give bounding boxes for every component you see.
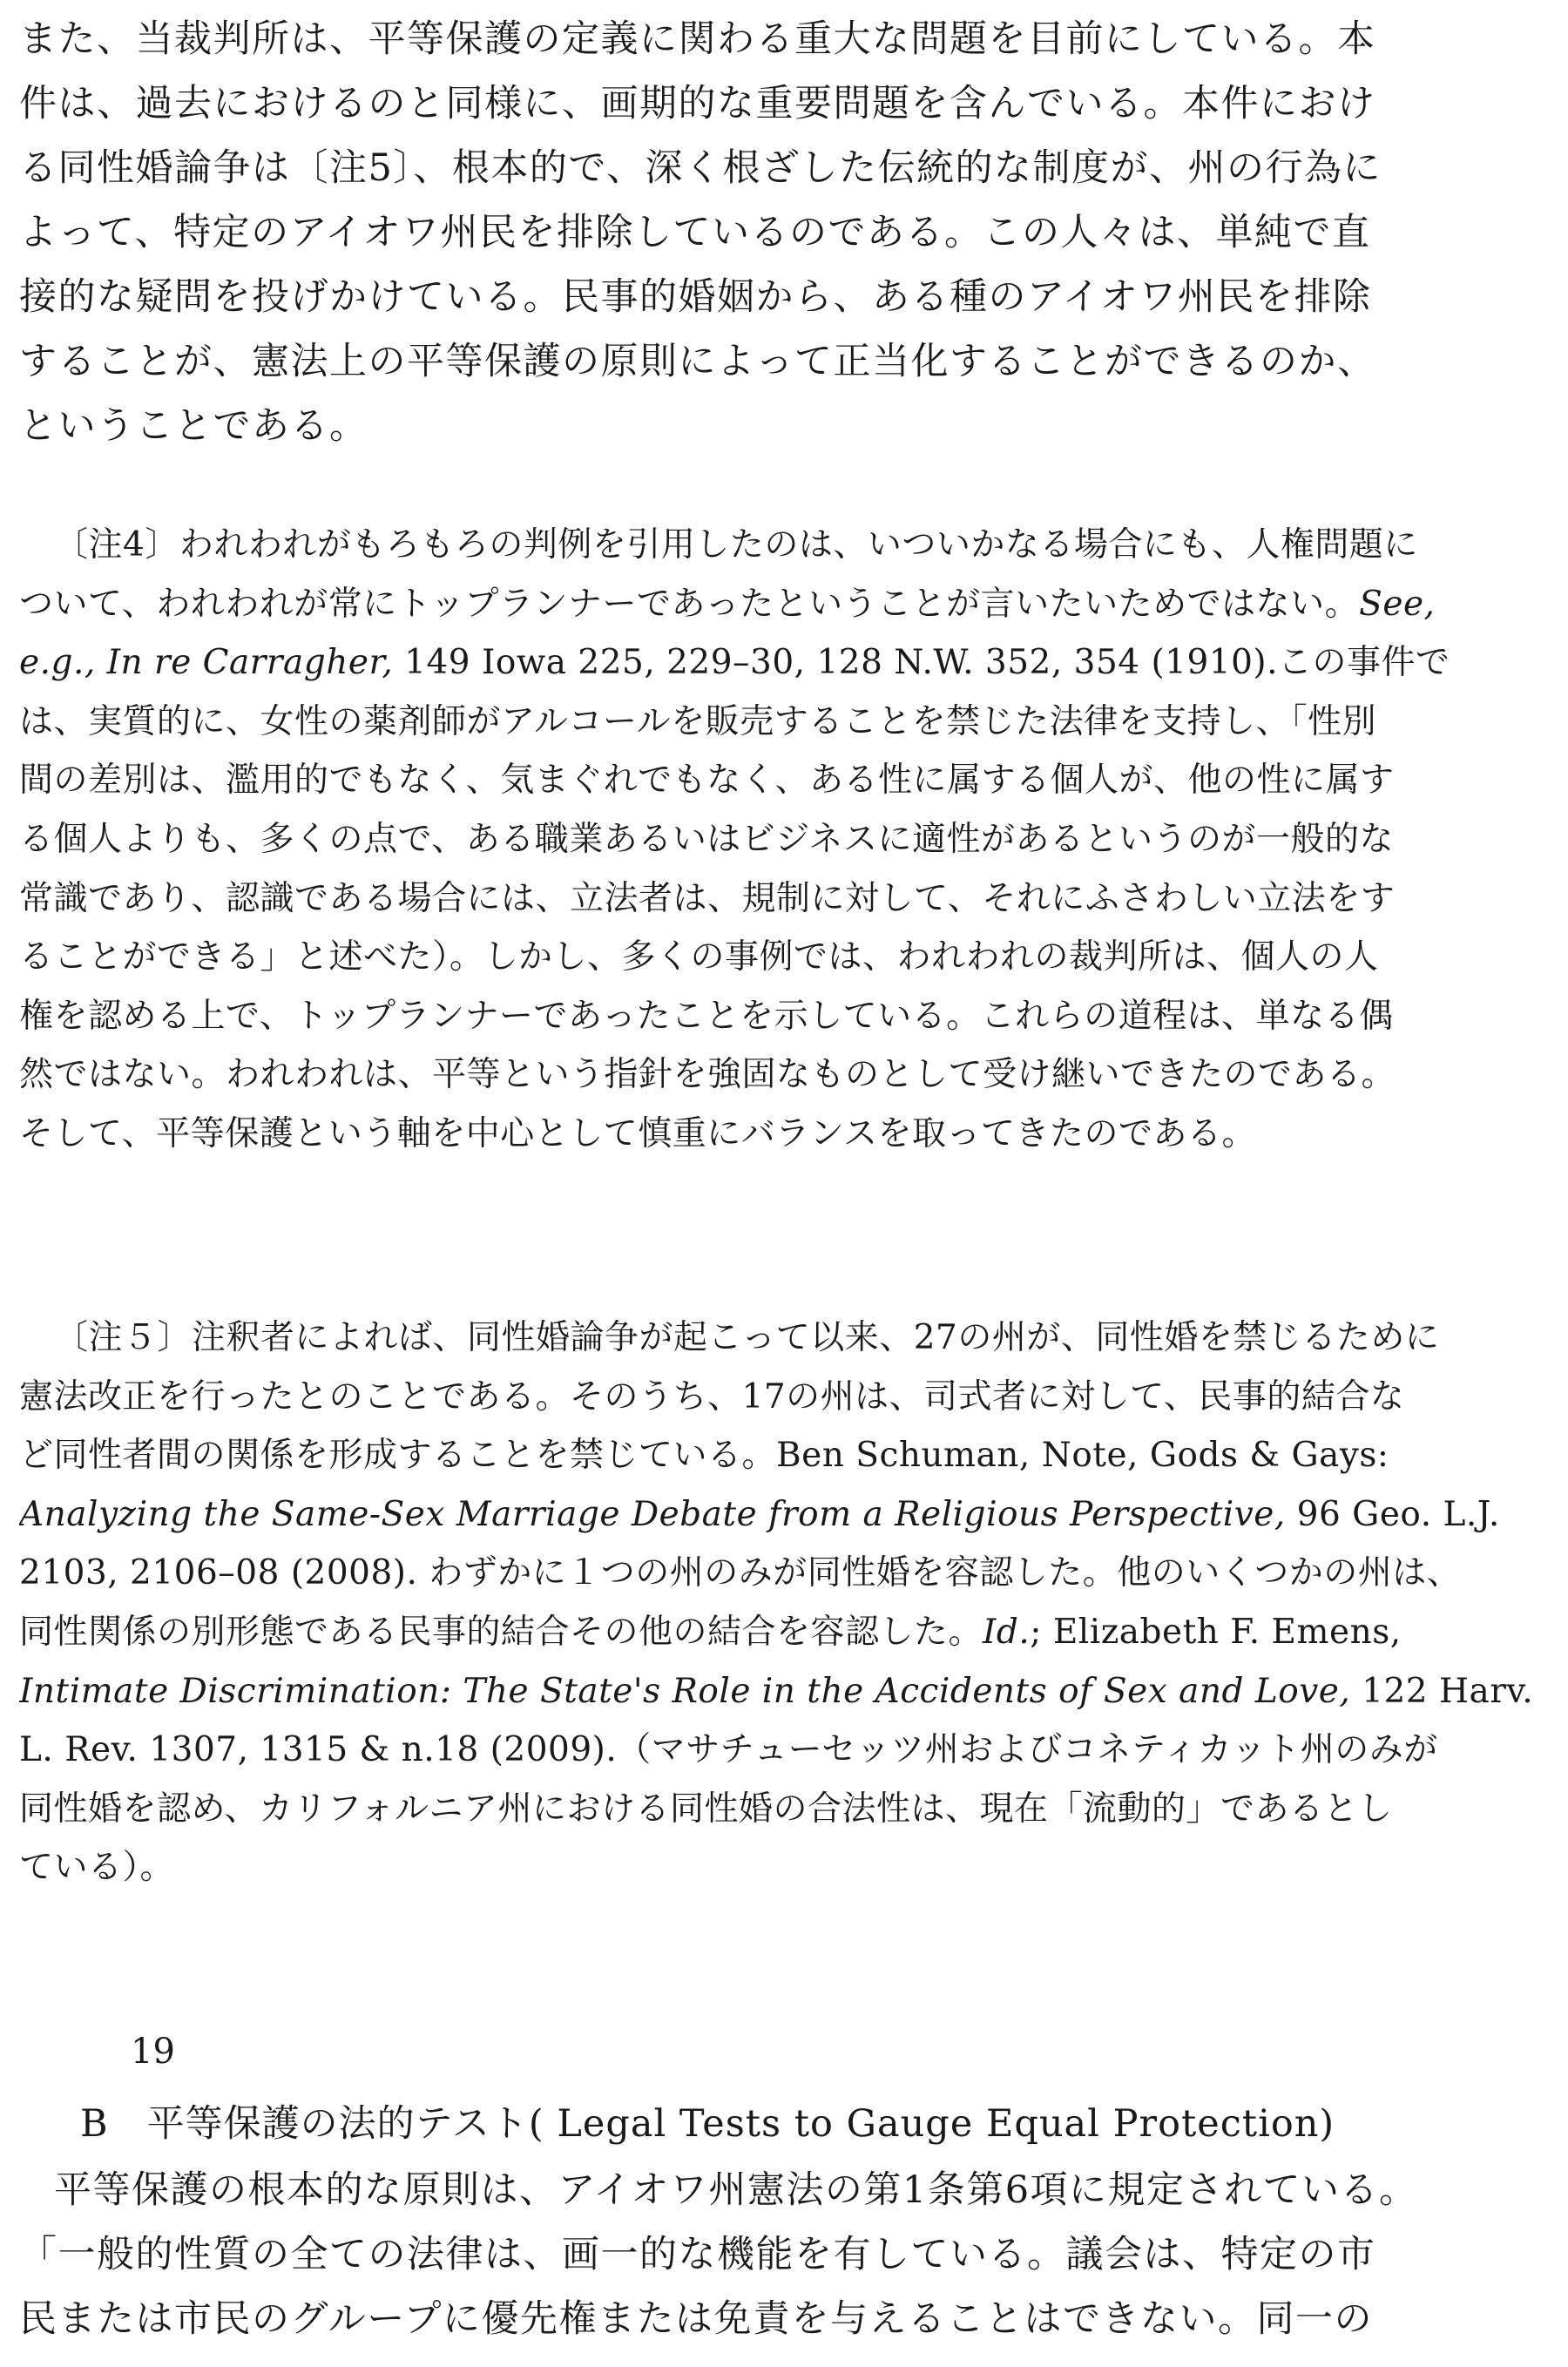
paragraph-line: 件は、過去におけるのと同様に、画期的な重要問題を含んでいる。本件におけ — [19, 82, 1376, 125]
citation-text: 96 Geo. L.J. — [1285, 1494, 1500, 1534]
paragraph-line: 「一般的性質の全ての法律は、画一的な機能を有している。議会は、特定の市 — [19, 2233, 1376, 2276]
paragraph-line: することが、憲法上の平等保護の原則によって正当化することができるのか、 — [19, 340, 1376, 383]
footnote-line: は、実質的に、女性の薬剤師がアルコールを販売することを禁じた法律を支持し、「性別 — [19, 701, 1377, 741]
paragraph-line: 民または市民のグループに優先権または免責を与えることはできない。同一の — [19, 2297, 1374, 2341]
article-title: Analyzing the Same-Sex Marriage Debate from a Religious Perspective, — [19, 1494, 1286, 1534]
footnote-line: 間の差別は、濫用的でもなく、気まぐれでもなく、ある性に属する個人が、他の性に属す — [19, 761, 1395, 801]
footnote-line: 然ではない。われわれは、平等という指針を強固なものとして受け継いできたのである。 — [19, 1055, 1396, 1095]
footnote-line — [19, 1662, 1552, 1721]
footnote-line: 権を認める上で、トップランナーであったことを示している。これらの道程は、単なる偶 — [19, 996, 1394, 1036]
footnote-line: る個人よりも、多くの点で、ある職業あるいはビジネスに適性があるというのが一般的な — [19, 819, 1395, 859]
footnote-line: ることができる」と述べた）。しかし、多くの事例では、われわれの裁判所は、個人の人 — [19, 937, 1379, 977]
footnote-line: 2103, 2106–08 (2008). わずかに１つの州のみが同性婚を容認した。他のいくつかの州は、 — [19, 1553, 1462, 1593]
citation-text: ; Elizabeth F. Emens, — [1030, 1612, 1402, 1652]
page-number: 19 — [131, 2032, 175, 2072]
paragraph-line: 接的な疑問を投げかけている。民事的婚姻から、ある種のアイオワ州民を排除 — [19, 275, 1372, 319]
footnote-line — [19, 1603, 1552, 1662]
paragraph-line: また、当裁判所は、平等保護の定義に関わる重大な問題を目前にしている。本 — [19, 17, 1376, 61]
citation-signal: See, — [1359, 584, 1436, 624]
paragraph-line: 平等保護の根本的な原則は、アイオワ州憲法の第1条第6項に規定されている。 — [54, 2168, 1418, 2212]
footnote-line: L. Rev. 1307, 1315 & n.18 (2009).（マサチューセッツ州およびコネティカット州のみが — [19, 1730, 1438, 1770]
paragraph-line: よって、特定のアイオワ州民を排除しているのである。この人々は、単純で直 — [19, 211, 1371, 254]
footnote-line: そして、平等保護という軸を中心として慎重にバランスを取ってきたのである。 — [19, 1113, 1257, 1153]
paragraph-line: ということである。 — [19, 404, 368, 448]
footnote-line: ど同性者間の関係を形成することを禁じている。Ben Schuman, Note, Gods & Gays: — [19, 1436, 1389, 1476]
section-paragraph — [19, 2158, 1552, 2351]
paragraph-line: る同性婚論争は〔注5〕、根本的で、深く根ざした伝統的な制度が、州の行為に — [19, 146, 1382, 190]
footnote-text: ついて、われわれが常にトップランナーであったということが言いたいためではない。 — [19, 584, 1360, 624]
footnote-line — [19, 575, 1552, 634]
footnote-5 — [19, 1309, 1552, 1897]
footnote-text: 同性関係の別形態である民事的結合その他の結合を容認した。 — [19, 1612, 983, 1652]
citation-signal: Id. — [983, 1612, 1031, 1652]
footnote-line: 常識であり、認識である場合には、立法者は、規制に対して、それにふさわしい立法をす — [19, 878, 1396, 918]
footnote-4 — [19, 516, 1552, 1164]
citation-text: 149 Iowa 225, 229–30, 128 N.W. 352, 354 (1910).この事件で — [393, 643, 1450, 683]
main-paragraph — [19, 7, 1552, 458]
article-title: Intimate Discrimination: The State's Role in the Accidents of Sex and Love, — [19, 1671, 1351, 1711]
footnote-line: 同性婚を認め、カリフォルニア州における同性婚の合法性は、現在「流動的」であるとし — [19, 1789, 1393, 1829]
case-name: e.g., In re Carragher, — [19, 643, 394, 683]
footnote-line: 〔注4〕われわれがもろもろの判例を引用したのは、いついかなる場合にも、人権問題に — [54, 525, 1418, 565]
section-heading: B 平等保護の法的テスト( Legal Tests to Gauge Equal Protection) — [80, 2102, 1335, 2146]
citation-text: 122 Harv. — [1350, 1671, 1534, 1711]
footnote-line — [19, 1485, 1552, 1545]
footnote-line: ている）。 — [19, 1848, 175, 1888]
footnote-line: 〔注５〕注釈者によれば、同性婚論争が起こって以来、27の州が、同性婚を禁じるために — [54, 1318, 1440, 1357]
footnote-line: 憲法改正を行ったとのことである。そのうち、17の州は、司式者に対して、民事的結合な — [19, 1376, 1405, 1417]
footnote-line — [19, 633, 1552, 693]
